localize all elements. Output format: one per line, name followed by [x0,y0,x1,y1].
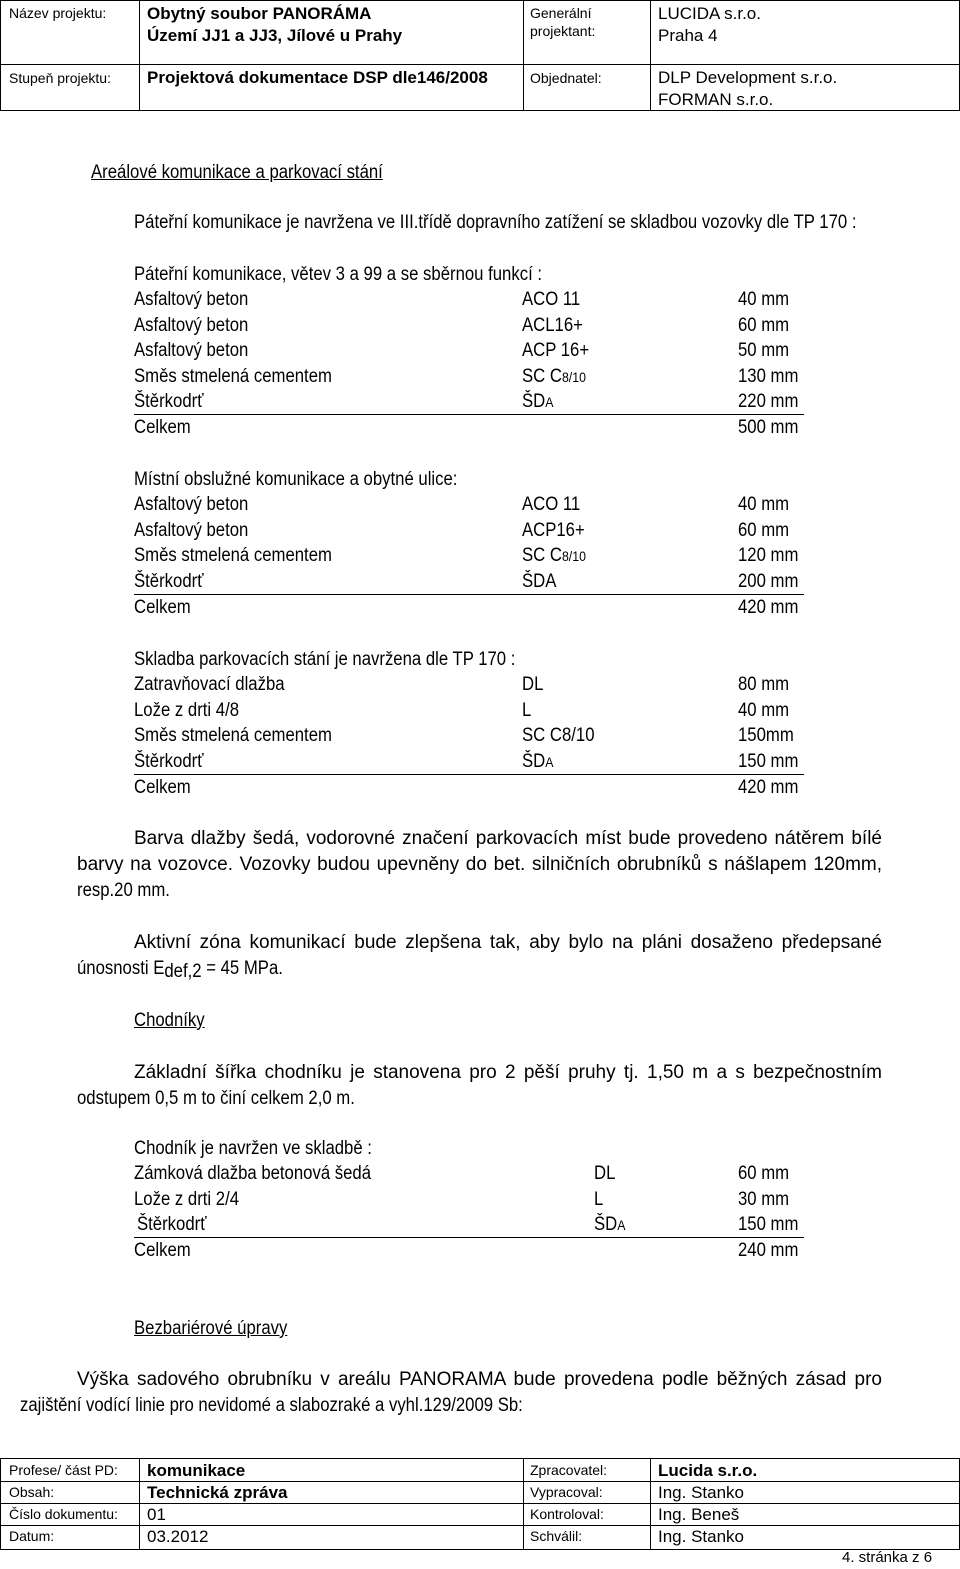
block1-sum-rule [134,414,804,415]
block3-total-value: 420 mm [738,777,799,798]
block3-row-thickness: 80 mm [738,674,790,695]
block1-row-name: Asfaltový beton [134,315,249,336]
block1-row-thickness: 40 mm [738,289,790,310]
block2-row-code: ACP16+ [522,520,585,541]
general-designer-line2: Praha 4 [658,26,718,45]
block2-row-name: Štěrkodrť [134,571,204,592]
block3-row-name: Směs stmelená cementem [134,725,332,746]
block1-row-code: ACO 11 [522,289,581,310]
project-stage-value: Projektová dokumentace DSP dle146/2008 [147,68,488,87]
block2-row-name: Asfaltový beton [134,520,249,541]
block3-row-name: Zatravňovací dlažba [134,674,285,695]
block2-row-name: Směs stmelená cementem [134,545,332,566]
paragraph-sidewalk-width: Základní šířka chodníku je stanovena pro 2 pěší pruhy tj. 1,50 m a s bezpečnostním odstupem 0,5 m to činí celkem 2,0 m. [77,1062,882,1109]
block1-title: Páteřní komunikace, větev 3 a 99 a se sběrnou funkcí : [134,264,543,285]
footer-content-value: Technická zpráva [147,1483,288,1502]
block4-row-name: Zámková dlažba betonová šedá [134,1163,372,1184]
project-name-line1: Obytný soubor PANORÁMA [147,4,372,23]
footer-profession-value: komunikace [147,1461,246,1480]
block4-row-code: L [594,1189,604,1210]
intro-text: Páteřní komunikace je navržena ve III.třídě dopravního zatížení se skladbou vozovky dle TP 170 : [134,212,857,233]
footer-profession-label: Profese/ část PD: [9,1462,118,1478]
section-title-barrier-free: Bezbariérové úpravy [134,1318,288,1339]
block4-total-value: 240 mm [738,1240,799,1261]
project-stage-label: Stupeň projektu: [9,70,111,86]
client-label: Objednatel: [530,70,602,86]
block3-row-name: Štěrkodrť [134,751,204,772]
block1-row-name: Asfaltový beton [134,289,249,310]
block4-row-thickness: 30 mm [738,1189,790,1210]
footer-author-value: Ing. Stanko [658,1483,745,1502]
general-designer-label-2: projektant: [530,23,596,39]
block2-row-thickness: 200 mm [738,571,799,592]
block1-total-label: Celkem [134,417,191,438]
block2-row-code: ŠDA [522,571,557,592]
paragraph-paving-color: Barva dlažby šedá, vodorovné značení parkovacích míst bude provedeno nátěrem bílé barvy na vozovce. Vozovky budou upevněny do bet. silničních obrubníků s nášlapem 120mm, resp.20 mm. [77,828,882,901]
block1-row-thickness: 60 mm [738,315,790,336]
block3-row-name: Lože z drti 4/8 [134,700,240,721]
block3-row-thickness: 150 mm [738,751,799,772]
block4-row-name: Štěrkodrť [137,1214,207,1235]
footer-date-label: Datum: [9,1528,55,1544]
block4-row-code: ŠDA [594,1214,626,1235]
block3-row-code: L [522,700,532,721]
footer-author-label: Vypracoval: [530,1484,603,1500]
paragraph-active-zone: Aktivní zóna komunikací bude zlepšena tak, aby bylo na pláni dosaženo předepsané únosnosti Edef,2 = 45 MPa. [77,932,882,982]
block1-total-value: 500 mm [738,417,799,438]
block1-row-code: SC C8/10 [522,366,586,387]
paragraph-curb-height: Výška sadového obrubníku v areálu PANORAMA bude provedena podle běžných zásad pro zajištění vodící linie pro nevidomé a slabozraké a vyhl.129/2009 Sb: [20,1369,882,1416]
block3-row-code: SC C8/10 [522,725,595,746]
footer-content-label: Obsah: [9,1484,55,1500]
block3-title: Skladba parkovacích stání je navržena dle TP 170 : [134,649,516,670]
block3-sum-rule [134,774,804,775]
block3-total-label: Celkem [134,777,191,798]
block1-row-name: Štěrkodrť [134,391,204,412]
block2-sum-rule [134,594,804,595]
footer-docnum-value: 01 [147,1505,166,1524]
footer-approver-label: Schválil: [530,1528,583,1544]
client-line1: DLP Development s.r.o. [658,68,838,87]
footer-processor-label: Zpracovatel: [530,1462,608,1478]
block3-row-thickness: 150mm [738,725,794,746]
block2-total-label: Celkem [134,597,191,618]
block3-row-thickness: 40 mm [738,700,790,721]
footer-checker-label: Kontroloval: [530,1506,604,1522]
project-name-label: Název projektu: [9,5,107,21]
general-designer-line1: LUCIDA s.r.o. [658,4,761,23]
block4-row-thickness: 60 mm [738,1163,790,1184]
block2-row-code: SC C8/10 [522,545,586,566]
block1-row-code: ACP 16+ [522,340,590,361]
block3-row-code: DL [522,674,544,695]
header-table [0,0,960,111]
general-designer-label-1: Generální [530,5,592,21]
footer-docnum-label: Číslo dokumentu: [9,1506,118,1522]
project-name-line2: Území JJ1 a JJ3, Jílové u Prahy [147,26,403,45]
block1-row-code: ŠDA [522,391,554,412]
block1-row-thickness: 220 mm [738,391,799,412]
block3-row-code: ŠDA [522,751,554,772]
block2-row-thickness: 120 mm [738,545,799,566]
client-line2: FORMAN s.r.o. [658,90,774,109]
footer-checker-value: Ing. Beneš [658,1505,740,1524]
footer-table [0,1458,960,1550]
block1-row-code: ACL16+ [522,315,583,336]
block2-title: Místní obslužné komunikace a obytné ulice: [134,469,458,490]
block2-row-name: Asfaltový beton [134,494,249,515]
block2-total-value: 420 mm [738,597,799,618]
block4-title: Chodník je navržen ve skladbě : [134,1138,372,1159]
section-title-roads: Areálové komunikace a parkovací stání [91,162,383,183]
block1-row-thickness: 50 mm [738,340,790,361]
block4-row-code: DL [594,1163,616,1184]
block4-row-thickness: 150 mm [738,1214,799,1235]
block2-row-thickness: 60 mm [738,520,790,541]
block4-total-label: Celkem [134,1240,191,1261]
block4-sum-rule [134,1237,804,1238]
block4-row-name: Lože z drti 2/4 [134,1189,240,1210]
footer-approver-value: Ing. Stanko [658,1527,745,1546]
block2-row-thickness: 40 mm [738,494,790,515]
footer-date-value: 03.2012 [147,1527,209,1546]
page-number: 4. stránka z 6 [842,1549,933,1566]
section-title-sidewalks: Chodníky [134,1010,205,1031]
block1-row-name: Asfaltový beton [134,340,249,361]
footer-processor-value: Lucida s.r.o. [658,1461,758,1480]
block1-row-thickness: 130 mm [738,366,799,387]
block2-row-code: ACO 11 [522,494,581,515]
block1-row-name: Směs stmelená cementem [134,366,332,387]
